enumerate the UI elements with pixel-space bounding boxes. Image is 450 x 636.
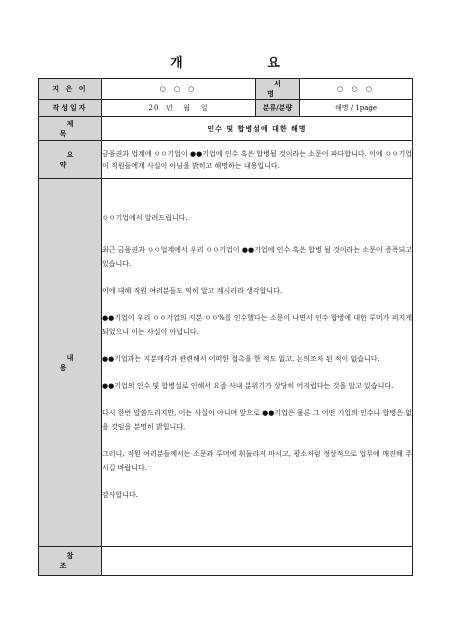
signature-value: ○ ○ ○ bbox=[300, 79, 413, 100]
date-row bbox=[39, 100, 413, 117]
summary-form-table bbox=[38, 78, 413, 576]
signature-label: 서 명 bbox=[256, 79, 300, 100]
document-title: 개 요 bbox=[170, 56, 320, 71]
content-paragraph: ●●기업의 인수 및 합병설로 인해서 요즘 사내 분위기가 상당히 어지럽다는 것을 알고 있습니다. bbox=[102, 381, 394, 390]
date-value: 20 년 월 일 bbox=[102, 100, 256, 117]
writer-row bbox=[39, 79, 413, 100]
summary-text: 금융권과 업계에 ㅇㅇ기업이 ●●기업에 인수 혹은 합병될 것이라는 소문이 파다합니다. 이에 ㅇㅇ기업이 직원들에게 사실이 아님을 밝히고 해명하는 내용입니다. bbox=[102, 141, 413, 179]
reference-value bbox=[102, 547, 413, 576]
writer-label: 지 은 이 bbox=[39, 79, 102, 100]
subject-label: 제 목 bbox=[39, 117, 102, 141]
subject-value: 인수 및 합병설에 대한 해명 bbox=[102, 117, 413, 141]
content-paragraph: 이에 대해 직원 여러분들도 익히 알고 계시리라 생각합니다. bbox=[102, 286, 283, 295]
content-paragraph: ●●기업이 우리 ㅇㅇ기업의 지분 ㅇㅇ%를 인수했다는 소문이 나면서 인수 합병에 대한 루머가 퍼지게 되었으나 이는 사실이 아닙니다. bbox=[102, 313, 412, 336]
content-row bbox=[39, 179, 413, 547]
content-paragraph: 그러니, 직원 여러분들께서는 소문과 루머에 휘둘리지 마시고, 평소처럼 정상적으로 업무에 매진해 주시길 바랍니다. bbox=[102, 449, 412, 472]
date-label: 작성일자 bbox=[39, 100, 102, 117]
summary-row bbox=[39, 141, 413, 179]
writer-value: ○ ○ ○ bbox=[102, 79, 256, 100]
category-label: 분류/분량 bbox=[256, 100, 300, 117]
category-value: 해명 / 1page bbox=[300, 100, 413, 117]
summary-label: 요 약 bbox=[39, 141, 102, 179]
content-paragraph: 최근 금융권과 ㅇㅇ업계에서 우리 ㅇㅇ기업이 ●●기업에 인수 혹은 합병 될 것이라는 소문이 증폭되고 있습니다. bbox=[102, 245, 412, 268]
content-paragraph: 감사합니다. bbox=[102, 490, 139, 499]
content-paragraph: ㅇㅇ기업에서 알려드립니다. bbox=[102, 213, 188, 222]
content-paragraph: ●●기업과는 지분매각과 관련해서 어떠한 접촉을 한 적도 없고, 논의조차 된 적이 없습니다. bbox=[102, 354, 380, 363]
content-paragraph: 다시 한번 말씀드리지만, 이는 사실이 아니며 앞으로 ●●기업은 물론 그 어떤 기업의 인수나 합병은 없을 것임을 분명히 밝힙니다. bbox=[102, 408, 412, 431]
subject-row bbox=[39, 117, 413, 141]
reference-label: 참 조 bbox=[39, 547, 102, 576]
content-label: 내 용 bbox=[39, 179, 102, 547]
content-body bbox=[102, 179, 413, 547]
reference-row bbox=[39, 547, 413, 576]
